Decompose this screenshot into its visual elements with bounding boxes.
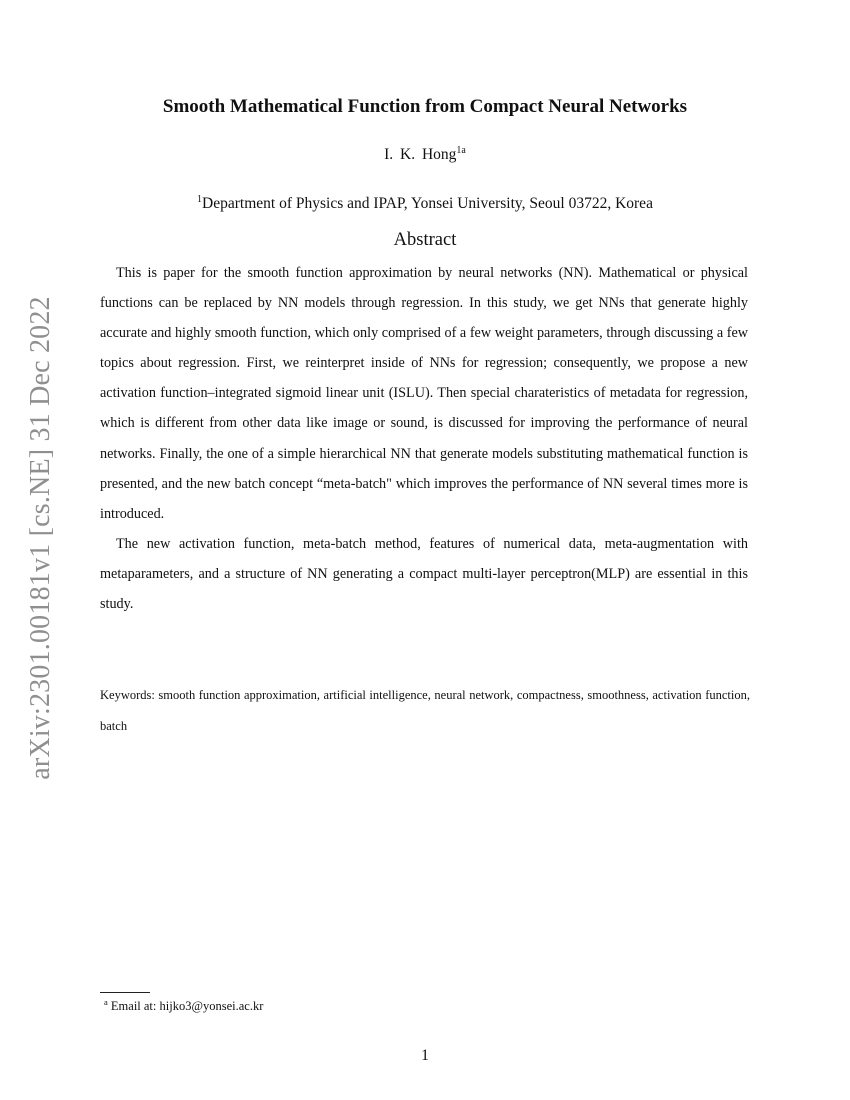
footnote-marker: a: [104, 996, 108, 1007]
affiliation-marker: 1: [197, 193, 203, 205]
keywords: Keywords: smooth function approximation, artificial intelligence, neural network, compactness, smoothness, activation function, batch: [100, 688, 750, 733]
page-number: 1: [421, 1047, 429, 1064]
affiliation-text: Department of Physics and IPAP, Yonsei University, Seoul 03722, Korea: [202, 195, 653, 212]
arxiv-identifier-stamp: [13, 293, 68, 783]
abstract-heading: Abstract: [393, 230, 457, 250]
abstract-body: [100, 258, 748, 619]
author-superscript: 1a: [456, 144, 466, 156]
arxiv-identifier-text: arXiv:2301.00181v1 [cs.NE] 31 Dec 2022: [24, 296, 56, 780]
footnote-email: Email at: hijko3@yonsei.ac.kr: [110, 999, 264, 1013]
paper-title: Smooth Mathematical Function from Compact Neural Networks: [162, 96, 688, 117]
author-line: [0, 146, 850, 164]
author-name: I. K. Hong: [384, 146, 457, 163]
footnote: [104, 996, 264, 1014]
affiliation-line: [0, 195, 850, 213]
footnote-divider: [100, 992, 150, 993]
abstract-paragraph: This is paper for the smooth function approximation by neural networks (NN). Mathematical or physical functions can be replaced by NN models through regression. In this study, we get NNs that generate highly accurate and highly smooth function, which only comprised of a few weight parameters, through discussing a few topics about regression. First, we reinterpret inside of NNs for regression; consequently, we propose a new activation function–integrated sigmoid linear unit (ISLU). Then special charateristics of metadata for regression, which is different from other data like image or sound, is discussed for improving the performance of neural networks. Finally, the one of a simple hierarchical NN that generate models substituting mathematical function is presented, and the new batch concept “meta-batch" which improves the performance of NN several times more is introduced.: [100, 265, 748, 522]
abstract-paragraph: The new activation function, meta-batch method, features of numerical data, meta-augmentation with metaparameters, and a structure of NN generating a compact multi-layer perceptron(MLP) are essential in this study.: [100, 535, 748, 613]
